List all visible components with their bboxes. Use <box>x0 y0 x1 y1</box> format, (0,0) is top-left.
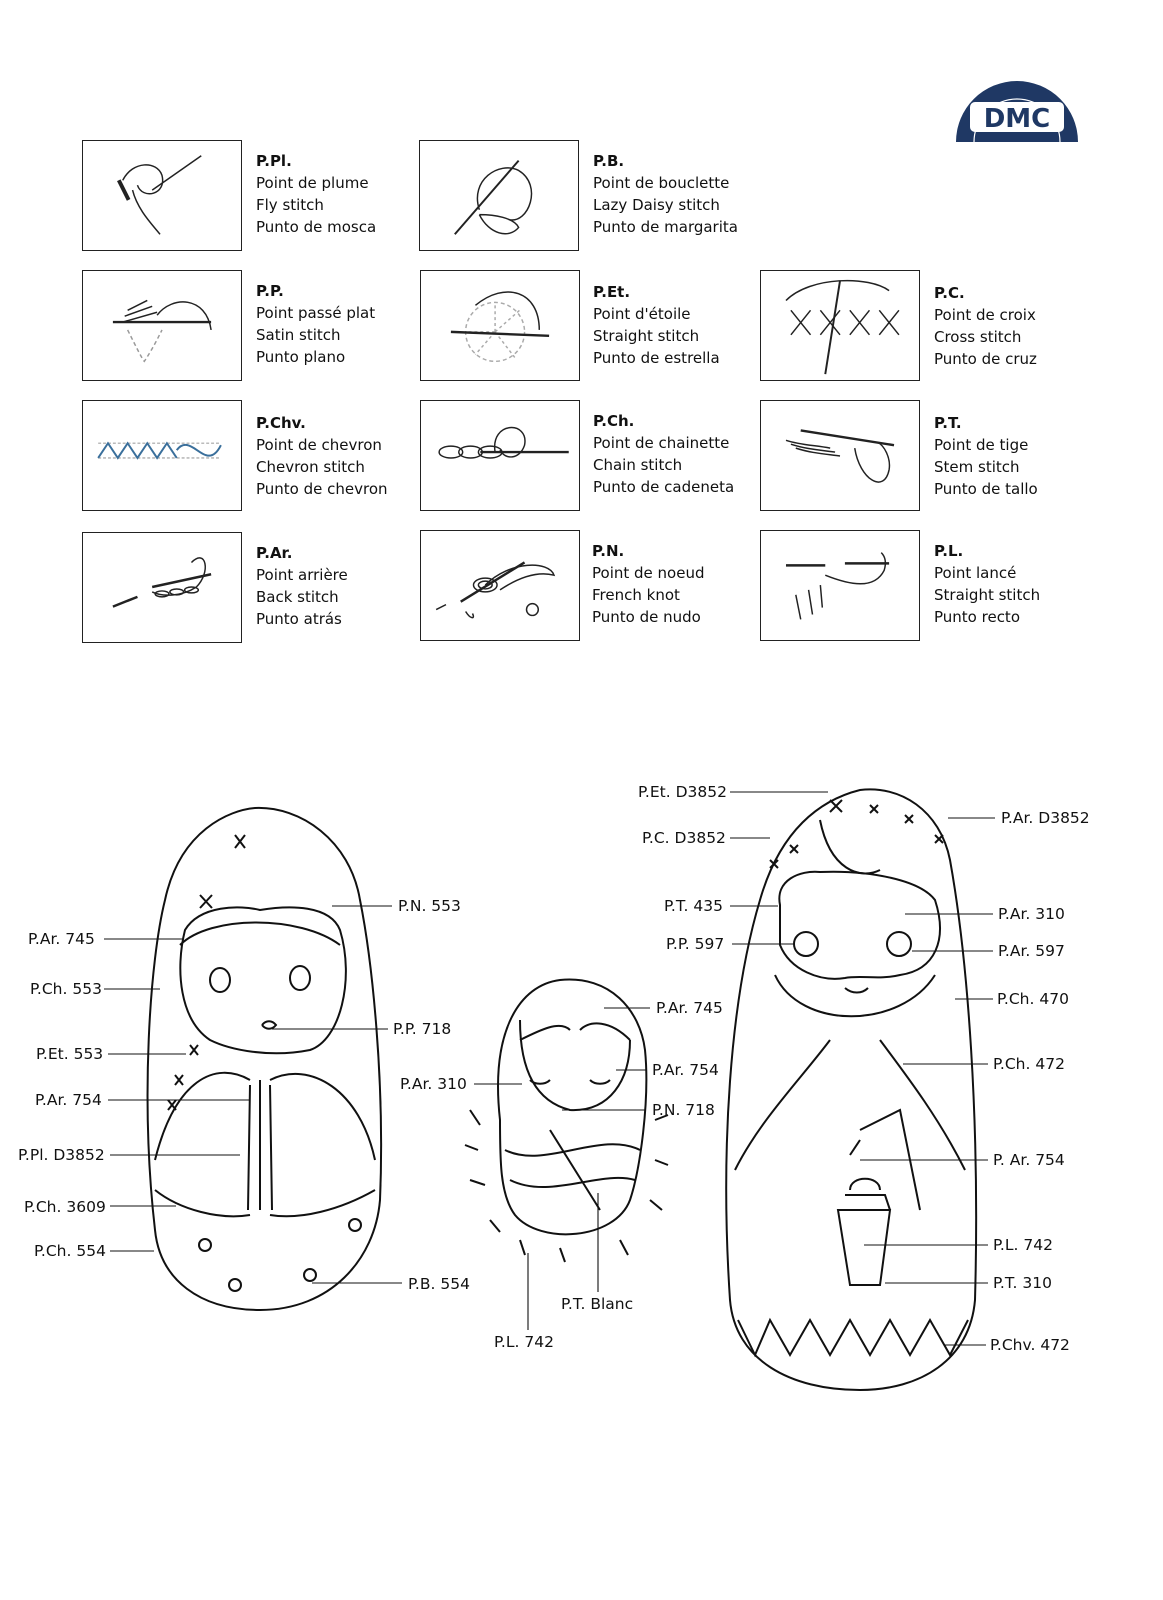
callout-jesus-french-knot-718: P.N. 718 <box>652 1101 715 1119</box>
logo-ring-text: CREATIVE WORLD <box>976 73 1058 83</box>
legend-cross: P.C. Point de croix Cross stitch Punto de cruz <box>934 284 1037 368</box>
legend-star: P.Et. Point d'étoile Straight stitch Punto de estrella <box>593 283 720 367</box>
callout-mary-lazy-daisy-554: P.B. 554 <box>408 1275 470 1293</box>
callout-mary-french-knot: P.N. 553 <box>398 897 461 915</box>
callout-joseph-stem-310: P.T. 310 <box>993 1274 1052 1292</box>
legend-stem: P.T. Point de tige Stem stitch Punto de tallo <box>934 414 1038 498</box>
legend-fly: P.Pl. Point de plume Fly stitch Punto de mosca <box>256 152 377 236</box>
callout-joseph-cross-d3852: P.C. D3852 <box>642 829 726 847</box>
legend-straight: P.L. Point lancé Straight stitch Punto recto <box>934 542 1041 626</box>
legend-french-knot: P.N. Point de noeud French knot Punto de nudo <box>592 542 705 626</box>
callout-mary-chain-554: P.Ch. 554 <box>34 1242 106 1260</box>
callout-jesus-back-310: P.Ar. 310 <box>400 1075 467 1093</box>
legend-chevron: P.Chv. Point de chevron Chevron stitch Punto de chevron <box>256 414 388 498</box>
callout-joseph-star-d3852: P.Et. D3852 <box>638 783 727 801</box>
legend-satin: P.P. Point passé plat Satin stitch Punto plano <box>256 282 376 366</box>
callout-joseph-chevron-472: P.Chv. 472 <box>990 1336 1070 1354</box>
callout-joseph-back-d3852: P.Ar. D3852 <box>1001 809 1090 827</box>
callout-joseph-back-754: P. Ar. 754 <box>993 1151 1065 1169</box>
baby-jesus-figure <box>465 980 668 1262</box>
joseph-figure <box>726 789 976 1390</box>
callout-mary-satin-718: P.P. 718 <box>393 1020 452 1038</box>
callout-jesus-stem-blanc: P.T. Blanc <box>561 1295 634 1313</box>
logo-brand: DMC <box>983 104 1051 134</box>
callout-mary-fly-d3852: P.Pl. D3852 <box>18 1146 105 1164</box>
callout-mary-star-553: P.Et. 553 <box>36 1045 104 1063</box>
callout-mary-back-754: P.Ar. 754 <box>35 1091 102 1109</box>
legend-lazy-daisy: P.B. Point de bouclette Lazy Daisy stitch Punto de margarita <box>593 152 738 236</box>
callout-jesus-back-754: P.Ar. 754 <box>652 1061 719 1079</box>
callout-joseph-chain-472: P.Ch. 472 <box>993 1055 1065 1073</box>
callout-jesus-back-745: P.Ar. 745 <box>656 999 723 1017</box>
callout-joseph-stem-435: P.T. 435 <box>664 897 723 915</box>
callout-mary-chain-3609: P.Ch. 3609 <box>24 1198 106 1216</box>
callout-joseph-chain-470: P.Ch. 470 <box>997 990 1069 1008</box>
callout-jesus-straight-742: P.L. 742 <box>494 1333 554 1351</box>
legend-chain: P.Ch. Point de chainette Chain stitch Punto de cadeneta <box>593 412 735 496</box>
callout-joseph-satin-597: P.P. 597 <box>666 935 725 953</box>
callout-mary-chain-553: P.Ch. 553 <box>30 980 102 998</box>
callout-joseph-straight-742: P.L. 742 <box>993 1236 1053 1254</box>
legend-back: P.Ar. Point arrière Back stitch Punto atrás <box>256 544 348 628</box>
mary-figure <box>148 808 382 1310</box>
callout-joseph-back-310: P.Ar. 310 <box>998 905 1065 923</box>
callout-mary-back-745: P.Ar. 745 <box>28 930 95 948</box>
callout-joseph-back-597: P.Ar. 597 <box>998 942 1065 960</box>
